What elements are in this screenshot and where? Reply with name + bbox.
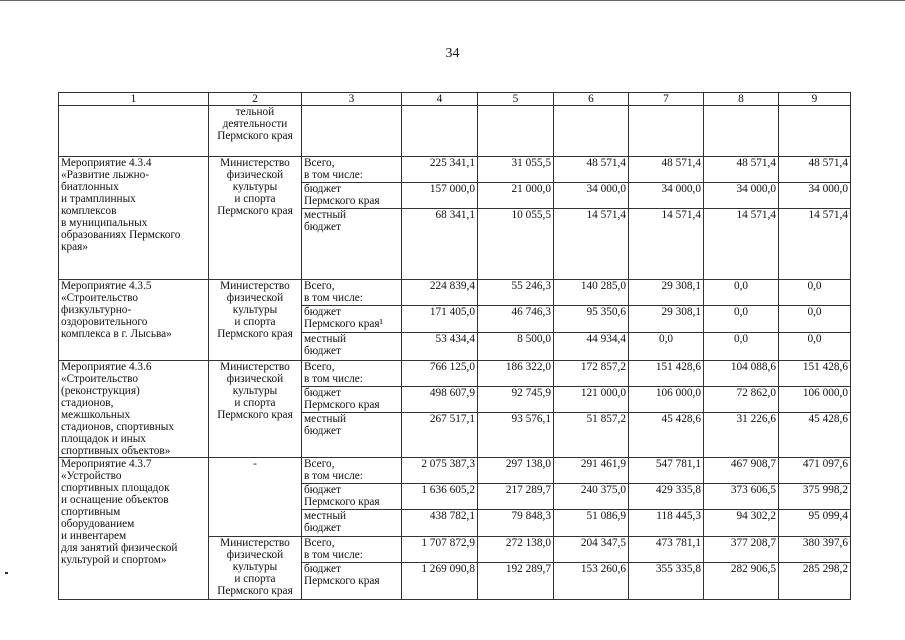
amount-cell: 51 857,2 (554, 413, 629, 458)
column-header: 7 (629, 93, 704, 106)
funding-source: бюджет Пермского края (302, 563, 402, 600)
amount-cell: 282 906,5 (704, 563, 779, 600)
column-header: 3 (302, 93, 402, 106)
amount-cell: 171 405,0 (402, 306, 478, 333)
amount-cell: 106 000,0 (629, 387, 704, 413)
table-cell (779, 106, 851, 157)
amount-cell: 92 745,9 (478, 387, 554, 413)
amount-cell: 14 571,4 (554, 209, 629, 280)
executor-cell: Министерство физической культуры и спорта Пермского края (209, 537, 302, 600)
amount-cell: 217 289,7 (478, 484, 554, 510)
amount-cell: 53 434,4 (402, 333, 478, 361)
amount-cell: 48 571,4 (629, 157, 704, 183)
amount-cell: 29 308,1 (629, 280, 704, 306)
amount-cell: 14 571,4 (704, 209, 779, 280)
amount-cell: 0,0 (629, 333, 704, 361)
amount-cell: 79 848,3 (478, 510, 554, 537)
amount-cell: 94 302,2 (704, 510, 779, 537)
funding-source: местный бюджет (302, 510, 402, 537)
amount-cell: 1 636 605,2 (402, 484, 478, 510)
executor-cell: Министерство физической культуры и спорта Пермского края (209, 361, 302, 458)
amount-cell: 95 350,6 (554, 306, 629, 333)
table-cell (704, 106, 779, 157)
column-header: 4 (402, 93, 478, 106)
amount-cell: 93 576,1 (478, 413, 554, 458)
funding-source: Всего, в том числе: (302, 537, 402, 563)
amount-cell: 377 208,7 (704, 537, 779, 563)
executor-cell: - (209, 458, 302, 537)
funding-source: Всего, в том числе: (302, 280, 402, 306)
amount-cell: 51 086,9 (554, 510, 629, 537)
amount-cell: 118 445,3 (629, 510, 704, 537)
column-header: 2 (209, 93, 302, 106)
page-number: 34 (445, 46, 460, 61)
measure-title: Мероприятие 4.3.6 «Строительство (реконструкция) стадионов, межшкольных стадионов, спортивных площадок и иных спортивных объектов» (59, 361, 209, 458)
amount-cell: 10 055,5 (478, 209, 554, 280)
amount-cell: 375 998,2 (779, 484, 851, 510)
amount-cell: 106 000,0 (779, 387, 851, 413)
amount-cell: 8 500,0 (478, 333, 554, 361)
executor-cell: Министерство физической культуры и спорта Пермского края (209, 157, 302, 280)
page-top-rule (0, 0, 905, 1)
amount-cell: 0,0 (704, 306, 779, 333)
amount-cell: 192 289,7 (478, 563, 554, 600)
amount-cell: 34 000,0 (629, 183, 704, 209)
amount-cell: 31 055,5 (478, 157, 554, 183)
table-cell (554, 106, 629, 157)
amount-cell: 438 782,1 (402, 510, 478, 537)
executor-cell: Министерство физической культуры и спорта Пермского края (209, 280, 302, 361)
amount-cell: 0,0 (779, 333, 851, 361)
amount-cell: 14 571,4 (629, 209, 704, 280)
column-header: 6 (554, 93, 629, 106)
amount-cell: 44 934,4 (554, 333, 629, 361)
continuation-row (59, 106, 851, 157)
amount-cell: 0,0 (779, 306, 851, 333)
amount-cell: 153 260,6 (554, 563, 629, 600)
amount-cell: 72 862,0 (704, 387, 779, 413)
amount-cell: 291 461,9 (554, 458, 629, 484)
amount-cell: 34 000,0 (554, 183, 629, 209)
margin-mark (5, 572, 8, 574)
table-cell (402, 106, 478, 157)
funding-source: бюджет Пермского края (302, 387, 402, 413)
amount-cell: 140 285,0 (554, 280, 629, 306)
measure-title: Мероприятие 4.3.4 «Развитие лыжно- биатлонных и трамплинных комплексов в муниципальных образованиях Пермского края» (59, 157, 209, 280)
amount-cell: 467 908,7 (704, 458, 779, 484)
measure-title: Мероприятие 4.3.5 «Строительство физкультурно- оздоровительного комплекса в г. Лысьва» (59, 280, 209, 361)
amount-cell: 224 839,4 (402, 280, 478, 306)
funding-source: Всего, в том числе: (302, 157, 402, 183)
funding-source: Всего, в том числе: (302, 458, 402, 484)
executor-cell: тельной деятельности Пермского края (209, 106, 302, 157)
amount-cell: 34 000,0 (704, 183, 779, 209)
funding-source: местный бюджет (302, 413, 402, 458)
table-row (59, 458, 851, 484)
column-header: 5 (478, 93, 554, 106)
amount-cell: 240 375,0 (554, 484, 629, 510)
amount-cell: 34 000,0 (779, 183, 851, 209)
amount-cell: 498 607,9 (402, 387, 478, 413)
amount-cell: 14 571,4 (779, 209, 851, 280)
amount-cell: 29 308,1 (629, 306, 704, 333)
amount-cell: 95 099,4 (779, 510, 851, 537)
funding-source: бюджет Пермского края (302, 183, 402, 209)
column-header: 1 (59, 93, 209, 106)
column-header: 9 (779, 93, 851, 106)
amount-cell: 380 397,6 (779, 537, 851, 563)
funding-source: местный бюджет (302, 209, 402, 280)
funding-source: бюджет Пермского края (302, 484, 402, 510)
table-cell (629, 106, 704, 157)
amount-cell: 0,0 (704, 333, 779, 361)
amount-cell: 766 125,0 (402, 361, 478, 387)
budget-table (58, 92, 851, 600)
amount-cell: 151 428,6 (779, 361, 851, 387)
table-row (59, 361, 851, 387)
amount-cell: 151 428,6 (629, 361, 704, 387)
funding-source: местный бюджет (302, 333, 402, 361)
amount-cell: 355 335,8 (629, 563, 704, 600)
table-row (59, 280, 851, 306)
amount-cell: 297 138,0 (478, 458, 554, 484)
amount-cell: 285 298,2 (779, 563, 851, 600)
column-number-row (59, 93, 851, 106)
amount-cell: 272 138,0 (478, 537, 554, 563)
amount-cell: 0,0 (779, 280, 851, 306)
amount-cell: 104 088,6 (704, 361, 779, 387)
amount-cell: 0,0 (704, 280, 779, 306)
amount-cell: 48 571,4 (554, 157, 629, 183)
amount-cell: 45 428,6 (629, 413, 704, 458)
amount-cell: 471 097,6 (779, 458, 851, 484)
column-header: 8 (704, 93, 779, 106)
amount-cell: 172 857,2 (554, 361, 629, 387)
amount-cell: 186 322,0 (478, 361, 554, 387)
amount-cell: 267 517,1 (402, 413, 478, 458)
amount-cell: 1 707 872,9 (402, 537, 478, 563)
amount-cell: 204 347,5 (554, 537, 629, 563)
table-cell (302, 106, 402, 157)
amount-cell: 121 000,0 (554, 387, 629, 413)
amount-cell: 31 226,6 (704, 413, 779, 458)
amount-cell: 473 781,1 (629, 537, 704, 563)
funding-source: Всего, в том числе: (302, 361, 402, 387)
amount-cell: 46 746,3 (478, 306, 554, 333)
funding-source: бюджет Пермского края¹ (302, 306, 402, 333)
amount-cell: 157 000,0 (402, 183, 478, 209)
measure-title: Мероприятие 4.3.7 «Устройство спортивных площадок и оснащение объектов спортивным оборудованием и инвентарем для занятий физической культурой и спортом» (59, 458, 209, 600)
amount-cell: 48 571,4 (779, 157, 851, 183)
amount-cell: 429 335,8 (629, 484, 704, 510)
amount-cell: 68 341,1 (402, 209, 478, 280)
amount-cell: 45 428,6 (779, 413, 851, 458)
amount-cell: 373 606,5 (704, 484, 779, 510)
amount-cell: 225 341,1 (402, 157, 478, 183)
amount-cell: 547 781,1 (629, 458, 704, 484)
table-row (59, 157, 851, 183)
amount-cell: 55 246,3 (478, 280, 554, 306)
table-cell (59, 106, 209, 157)
table-cell (478, 106, 554, 157)
amount-cell: 21 000,0 (478, 183, 554, 209)
amount-cell: 2 075 387,3 (402, 458, 478, 484)
amount-cell: 1 269 090,8 (402, 563, 478, 600)
amount-cell: 48 571,4 (704, 157, 779, 183)
